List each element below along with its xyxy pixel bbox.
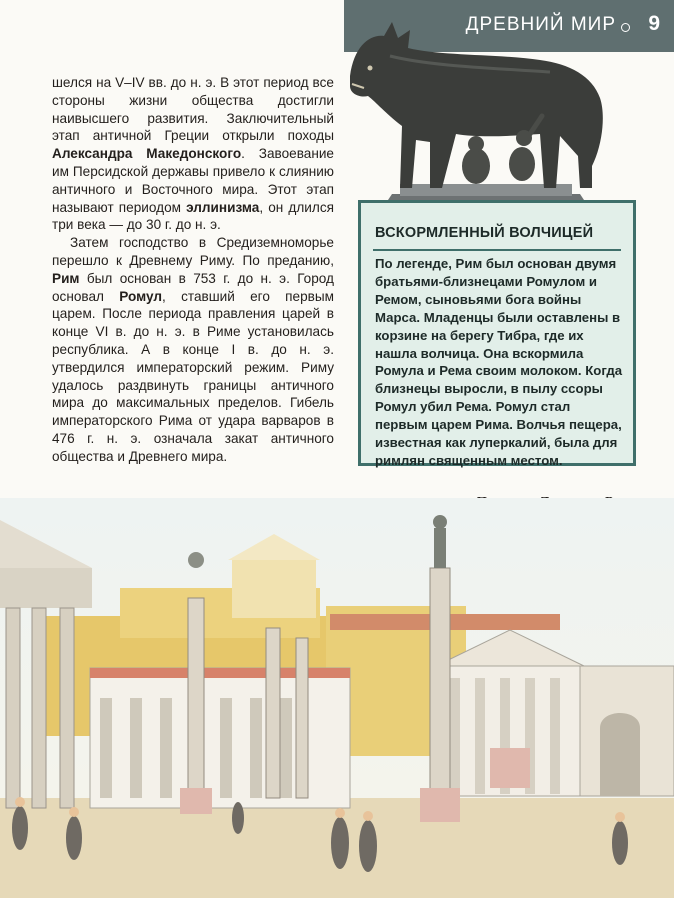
text-run: , он длился три века — до 30 г. до н. э.: [52, 199, 334, 233]
capitoline-wolf-illustration: [330, 16, 630, 220]
text-run: , ставший его первым царем. После периода правления царей в конце VI в. до н. э. в Риме установилась республика. А в конце I в. до н. э. утвердился императорский режим. Риму удалось раздвинуть границы античного мира до максимальных пределов. Гибель императорского Рима от удара варваров в 476 г. н. э. означала закат античного общества и Древнего мира.: [52, 288, 335, 464]
text-run: . Завоевание им Персидской державы привело к слиянию античного и Восточного мира. Этот этап называют периодом: [52, 146, 334, 215]
paragraph-2: [52, 234, 334, 465]
term-romulus: Ромул: [119, 288, 163, 304]
legend-sidebar-box: [358, 200, 636, 466]
sidebar-paragraph: По легенде, Рим был основан двумя братьями-близнецами Ромулом и Ремом, сыновьями бога войны Марса. Младенцы были оставлены в корзине на берегу Тибра, где их нашла волчица. Она вскормила Ромула и Рема своим молоком. Когда близнецы выросли, в пылу ссоры Ромул убил Рема. Ромул стал первым царем Рима. Волчья пещера, известная как луперкалий, была для римлян священным местом.: [375, 256, 623, 468]
page-number: 9: [648, 12, 660, 35]
section-title: ДРЕВНИЙ МИР: [465, 14, 616, 35]
roman-forum-illustration: [0, 498, 674, 898]
term-hellenism: эллинизма: [186, 199, 260, 215]
text-run: шелся на V–IV вв. до н. э. В этот период все стороны жизни общества достигли наивысшего развития. Заключительный этап античной Греции открыли походы: [52, 75, 334, 144]
term-alexander: Александра Македонского: [52, 146, 242, 162]
term-rome: Рим: [52, 270, 80, 286]
sidebar-title-divider: [373, 249, 621, 251]
text-run: Затем господство в Средиземноморье перешло к Древнему Риму. По преданию,: [52, 235, 334, 268]
main-text-column: [52, 74, 334, 466]
paragraph-1: [52, 74, 334, 234]
sidebar-title: ВСКОРМЛЕННЫЙ ВОЛЧИЦЕЙ: [375, 225, 594, 241]
text-run: был основан в 753 г. до н. э. Город основал: [52, 270, 334, 304]
sidebar-body: [375, 255, 623, 470]
